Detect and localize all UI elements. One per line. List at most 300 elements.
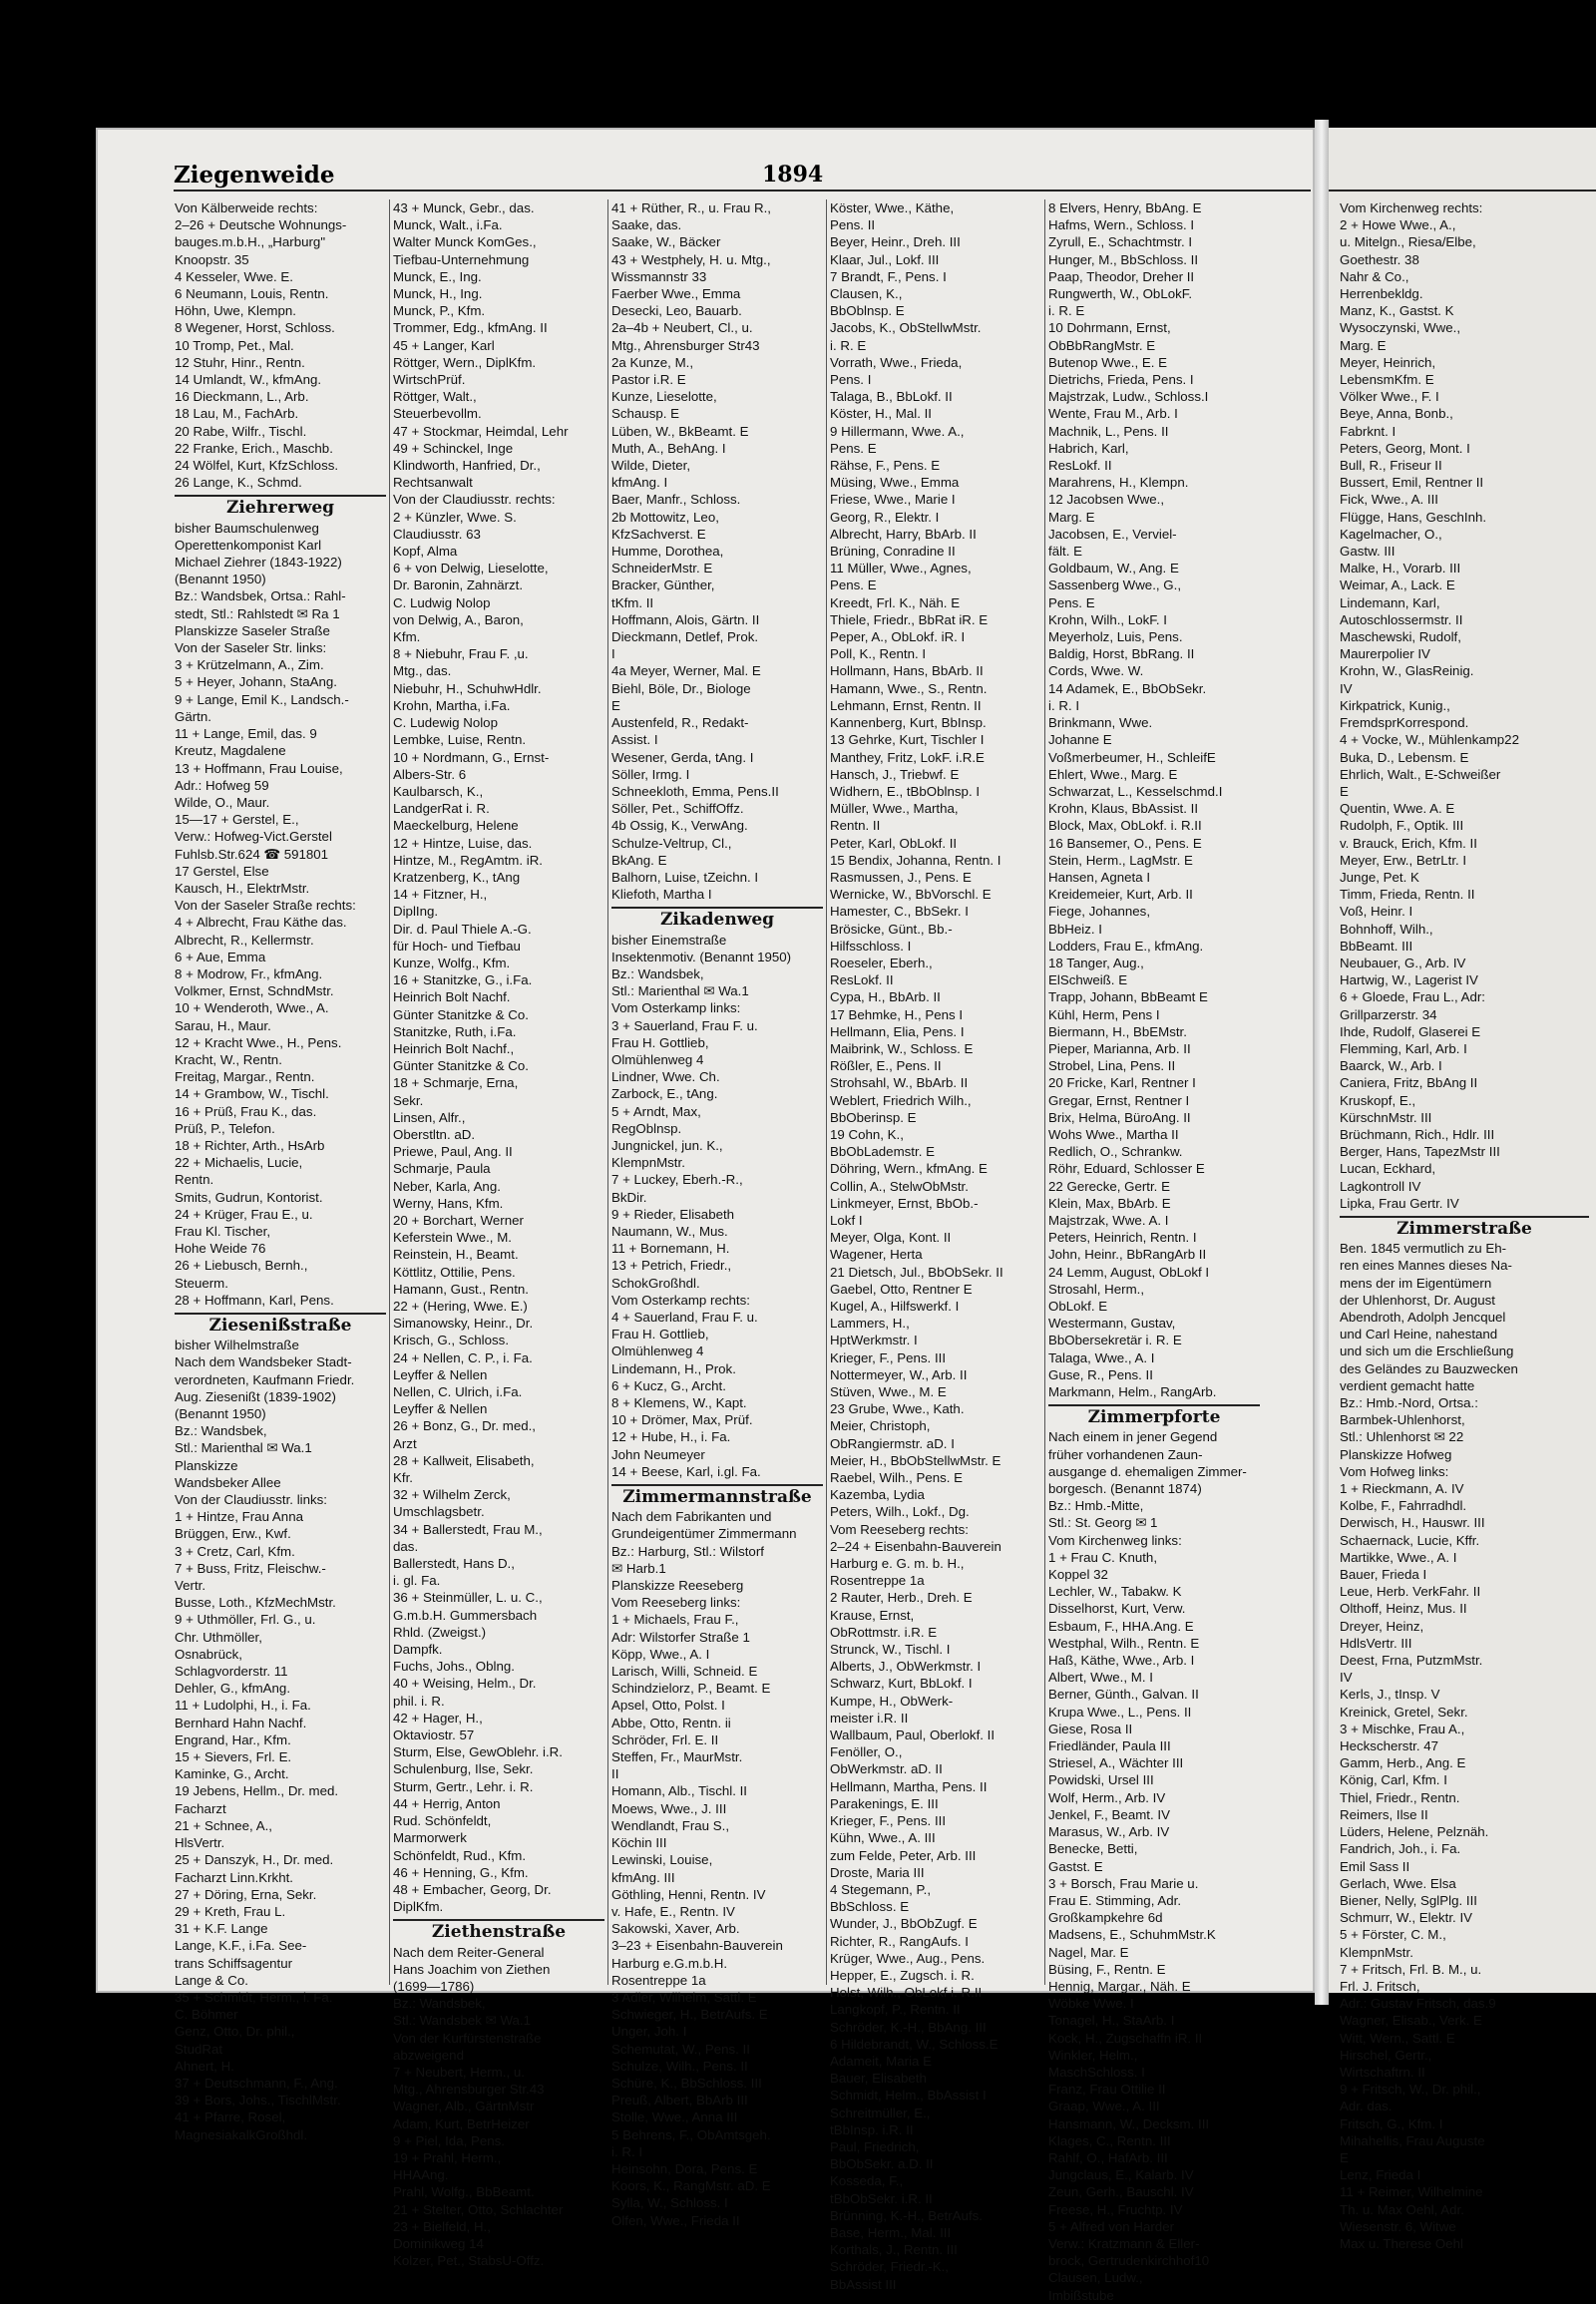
directory-entry: 4 Kesseler, Wwe. E.	[175, 268, 293, 284]
directory-entry: kfmAng. I	[611, 475, 668, 491]
directory-entry: 22 + Michaelis, Lucie,	[175, 1155, 303, 1171]
directory-entry: 24 Lemm, August, ObLokf I	[1048, 1264, 1210, 1280]
directory-entry: Benecke, Betti,	[1048, 1841, 1138, 1857]
column-2	[390, 199, 608, 2269]
directory-entry: Von der Claudiusstr. links:	[175, 1492, 327, 1508]
directory-entry: Friedländer, Paula III	[1048, 1738, 1171, 1754]
directory-entry: Stanitzke, Ruth, i.Fa.	[393, 1023, 517, 1039]
directory-entry: Kolbe, F., Fahrradhdl.	[1340, 1498, 1467, 1514]
directory-entry: Kopf, Alma	[393, 544, 458, 560]
directory-entry: Machnik, L., Pens. II	[1048, 423, 1169, 439]
directory-entry: Nach einem in jener Gegend	[1048, 1429, 1218, 1445]
directory-entry: Köpp, Wwe., A. I	[611, 1646, 710, 1662]
directory-entry: Naumann, W., Mus.	[611, 1223, 728, 1239]
directory-entry: 29 + Kreth, Frau L.	[175, 1903, 286, 1919]
directory-entry: 13 + Hoffmann, Frau Louise,	[175, 760, 343, 776]
directory-entry: Jacobs, K., ObStellwMstr.	[830, 320, 982, 336]
directory-entry: Winkler, Helm.,	[1048, 2047, 1138, 2063]
directory-entry: 1 + Rieckmann, A. IV	[1340, 1481, 1464, 1497]
directory-entry: BkAng. E	[611, 852, 667, 868]
directory-entry: Söller, Pet., SchiffOffz.	[611, 801, 744, 817]
directory-entry: 23 Grube, Wwe., Kath.	[830, 1401, 965, 1417]
directory-entry: Hennig, Margar., Näh. E	[1048, 1978, 1191, 1994]
directory-entry: Nahr & Co.,	[1340, 268, 1409, 284]
directory-entry: Klages, C., Rentn. III	[1048, 2132, 1171, 2148]
directory-entry: BbObLademstr. E	[830, 1144, 935, 1160]
column-3	[608, 199, 827, 2228]
directory-entry: 5 + Förster, C. M.,	[1340, 1927, 1446, 1943]
directory-entry: Sakowski, Xaver, Arb.	[611, 1921, 740, 1937]
directory-entry: verordneten, Kaufmann Friedr.	[175, 1371, 355, 1387]
directory-entry: Schaernack, Lucie, Kffr.	[1340, 1532, 1480, 1548]
directory-entry: Chr. Uthmöller,	[175, 1629, 262, 1645]
directory-entry: Lenz, Frieda I	[1340, 2167, 1421, 2183]
directory-entry: BbObersekretär i. R. E	[1048, 1333, 1182, 1348]
directory-entry: Brüning, Conradine II	[830, 544, 956, 560]
directory-entry: Flemming, Karl, Arb. I	[1340, 1040, 1467, 1056]
directory-entry: Kagelmacher, O.,	[1340, 526, 1442, 542]
directory-entry: Adam, Kurt, BetrHeizer	[393, 2115, 530, 2131]
directory-entry: Jungclaus, E., Kalarb. IV	[1048, 2167, 1194, 2183]
directory-entry: Schneekloth, Emma, Pens.II	[611, 783, 779, 799]
directory-entry: Wysoczynski, Wwe.,	[1340, 320, 1461, 336]
directory-entry: Oktaviostr. 57	[393, 1728, 475, 1743]
directory-entry: 23 + Bielfeld, H.,	[393, 2218, 491, 2234]
directory-entry: Von der Kurfürstenstraße	[393, 2030, 542, 2046]
directory-entry: 14 + Grambow, W., Tischl.	[175, 1086, 329, 1102]
directory-entry: Caniera, Fritz, BbAng II	[1340, 1075, 1478, 1091]
directory-entry: Heckscherstr. 47	[1340, 1738, 1439, 1754]
directory-entry: Nach dem Fabrikanten und	[611, 1509, 772, 1525]
directory-entry: Jenkel, F., Beamt. IV	[1048, 1806, 1170, 1822]
directory-entry: WirtschPrüf.	[393, 372, 466, 388]
directory-entry: i. R. E	[1048, 303, 1085, 319]
directory-entry: Wirtschaftrn. II	[1340, 2064, 1425, 2080]
directory-entry: Kreinick, Gretel, Sekr.	[1340, 1704, 1468, 1720]
directory-entry: Köster, Wwe., Käthe,	[830, 200, 955, 215]
directory-entry: 1 + Michaels, Frau F.,	[611, 1612, 739, 1628]
directory-entry: Pens. E	[830, 577, 877, 593]
directory-entry: HptWerkmstr. I	[830, 1333, 918, 1348]
directory-entry: Vorrath, Wwe., Frieda,	[830, 354, 963, 370]
directory-entry: Höhn, Uwe, Klempn.	[175, 303, 296, 319]
directory-entry: 10 + Nordmann, G., Ernst-	[393, 749, 550, 765]
directory-entry: Schlagvorderstr. 11	[175, 1664, 288, 1680]
directory-entry: Umschlagsbetr.	[393, 1504, 485, 1520]
directory-entry: Voß, Heinr. I	[1340, 904, 1413, 920]
directory-entry: 7 Brandt, F., Pens. I	[830, 268, 947, 284]
directory-entry: v. Hafe, E., Rentn. IV	[611, 1903, 735, 1919]
directory-entry: 5 + Arndt, Max,	[611, 1103, 701, 1119]
directory-entry: Krüger, Wwe., Aug., Pens.	[830, 1950, 986, 1966]
directory-entry: SchneiderMstr. E	[611, 561, 713, 576]
directory-entry: Zyrull, E., Schachtmstr. I	[1048, 234, 1193, 250]
directory-entry: Linsen, Alfr.,	[393, 1109, 466, 1125]
directory-entry: 8 Elvers, Henry, BbAng. E	[1048, 200, 1202, 215]
directory-entry: Westphal, Wilh., Rentn. E	[1048, 1635, 1200, 1651]
directory-entry: früher vorhandenen Zaun-	[1048, 1446, 1203, 1462]
directory-entry: Fabrknt. I	[1340, 423, 1396, 439]
directory-entry: Busse, Loth., KfzMechMstr.	[175, 1595, 336, 1611]
directory-entry: 11 + Lange, Emil, das. 9	[175, 726, 317, 742]
directory-entry: 36 + Steinmüller, L. u. C.,	[393, 1590, 543, 1606]
directory-entry: Wagener, Herta	[830, 1247, 923, 1263]
directory-entry: 16 + Stanitzke, G., i.Fa.	[393, 972, 533, 988]
directory-entry: Meyer, Erw., BetrLtr. I	[1340, 852, 1467, 868]
directory-entry: Preuß, Albert, BbArb III	[611, 2093, 748, 2109]
directory-entry: Dreyer, Heinz,	[1340, 1618, 1424, 1634]
directory-entry: Planskizze Saseler Straße	[175, 622, 330, 638]
directory-entry: Adr. das.	[1340, 2099, 1393, 2114]
directory-entry: Bussert, Emil, Rentner II	[1340, 475, 1484, 491]
directory-entry: 7 + Neubert, Herm., u.	[393, 2064, 525, 2080]
directory-entry: Adr.: Hofweg 59	[175, 777, 269, 793]
directory-entry: 21 + Stelter, Otto, Schlachter	[393, 2201, 564, 2217]
directory-entry: Oberstltn. aD.	[393, 1126, 476, 1142]
directory-entry: StudRat	[175, 2041, 223, 2057]
directory-entry: Peters, Heinrich, Rentn. I	[1048, 1230, 1197, 1246]
directory-entry: 13 Gehrke, Kurt, Tischler I	[830, 732, 985, 748]
directory-entry: Sassenberg Wwe., G.,	[1048, 577, 1182, 593]
directory-entry: Kaulbarsch, K.,	[393, 783, 484, 799]
directory-entry: Günter Stanitzke & Co.	[393, 1058, 529, 1074]
address-columns	[172, 199, 1263, 2303]
directory-entry: 10 Tromp, Pet., Mal.	[175, 337, 294, 353]
directory-entry: Frau Kl. Tischer,	[175, 1223, 271, 1239]
directory-entry: ObRottmstr. i.R. E	[830, 1624, 938, 1640]
directory-entry: Dieckmann, Detlef, Prok.	[611, 629, 759, 645]
directory-entry: Bz.: Wandsbek,	[393, 1996, 486, 2012]
directory-entry: Cords, Wwe. W.	[1048, 663, 1144, 679]
directory-entry: 20 Rabe, Wilfr., Tischl.	[175, 423, 307, 439]
directory-entry: Arzt	[393, 1435, 417, 1451]
directory-entry: Krohn, W., GlasReinig.	[1340, 663, 1474, 679]
directory-entry: Korthals, J., Rentn. III	[830, 2242, 958, 2258]
directory-entry: Clausen, K.,	[830, 286, 903, 302]
directory-entry: 46 + Henning, G., Kfm.	[393, 1864, 529, 1880]
directory-entry: Lüben, W., BkBeamt. E	[611, 423, 749, 439]
directory-entry: 3 + Borsch, Frau Marie u.	[1048, 1875, 1199, 1891]
directory-entry: Pens. E	[830, 440, 877, 456]
directory-entry: Kreidemeier, Kurt, Arb. II	[1048, 887, 1193, 903]
directory-entry: Wernicke, W., BbVorschl. E	[830, 887, 992, 903]
directory-entry: Heinrich Bolt Nachf.,	[393, 1040, 515, 1056]
directory-entry: Stüven, Wwe., M. E	[830, 1384, 947, 1400]
directory-entry: Brüggen, Erw., Kwf.	[175, 1526, 291, 1542]
directory-entry: 35 + Schmidt, Herm., i. Fa.	[175, 1989, 333, 2005]
directory-entry: Krause, Ernst,	[830, 1607, 915, 1623]
directory-entry: Nach dem Reiter-General	[393, 1944, 545, 1960]
directory-entry: 6 Hildebrandt, W., Schloss.E	[830, 2036, 998, 2052]
directory-entry: Von der Claudiusstr. rechts:	[393, 492, 556, 508]
directory-entry: Bauer, Elisabeth	[830, 2071, 927, 2087]
directory-entry: Lindemann, H., Prok.	[611, 1360, 736, 1376]
directory-entry: Vom Reeseberg links:	[611, 1595, 741, 1611]
directory-entry: 4b Ossig, K., VerwAng.	[611, 818, 748, 834]
directory-entry: Sekr.	[393, 1092, 424, 1108]
directory-entry: 12 Stuhr, Hinr., Rentn.	[175, 354, 305, 370]
directory-entry: Richter, R., RangAufs. I	[830, 1933, 969, 1949]
directory-entry: Rosentreppe 1a	[830, 1573, 925, 1589]
directory-entry: Albert, Wwe., M. I	[1048, 1670, 1153, 1686]
directory-entry: Harburg e. G. m. b. H.,	[830, 1556, 965, 1572]
directory-entry: 12 + Hube, H., i. Fa.	[611, 1429, 731, 1445]
directory-entry: Mtg., das.	[393, 663, 452, 679]
directory-entry: Lucan, Eckhard,	[1340, 1161, 1436, 1177]
directory-entry: Hartwig, W., Lagerist IV	[1340, 972, 1478, 988]
directory-entry: Röhr, Eduard, Schlosser E	[1048, 1161, 1205, 1177]
directory-entry: Rahlf, O., HafArb. III	[1048, 2149, 1168, 2165]
directory-entry: Sarau, H., Maur.	[175, 1017, 271, 1033]
directory-entry: Köchin III	[611, 1835, 667, 1851]
directory-entry: Lüders, Helene, Pelznäh.	[1340, 1824, 1489, 1840]
directory-entry: Frau H. Gottlieb,	[611, 1034, 709, 1050]
directory-entry: Lipka, Frau Gertr. IV	[1340, 1195, 1459, 1211]
directory-entry: Günter Stanitzke & Co.	[393, 1006, 529, 1022]
directory-entry: tBbObSekr. i.R. II	[830, 2190, 933, 2206]
directory-entry: Malke, H., Vorarb. III	[1340, 561, 1461, 576]
directory-entry: Krohn, Martha, i.Fa.	[393, 697, 511, 713]
directory-entry: Stein, Herm., LagMstr. E	[1048, 852, 1193, 868]
directory-entry: Wiesenstr. 6, Witwe	[1340, 2218, 1456, 2234]
directory-entry: Vom Hofweg links:	[1340, 1463, 1449, 1479]
directory-entry: Manthey, Fritz, LokF. i.R.E	[830, 749, 985, 765]
directory-entry: 11 + Reimer, Wilhelmine	[1340, 2184, 1483, 2200]
directory-entry: Thiele, Friedr., BbRat iR. E	[830, 611, 989, 627]
street-heading: Zimmerpforte	[1048, 1404, 1260, 1428]
directory-entry: Biener, Nelly, SglPlg. III	[1340, 1892, 1477, 1908]
directory-entry: Gerlach, Wwe. Elsa	[1340, 1875, 1456, 1891]
directory-entry: Alberts, J., ObWerkmstr. I	[830, 1659, 982, 1675]
directory-entry: Austenfeld, R., Redakt-	[611, 715, 749, 731]
directory-entry: 15—17 + Gerstel, E.,	[175, 812, 299, 828]
directory-entry: Desecki, Leo, Bauarb.	[611, 303, 742, 319]
directory-entry: LebensmKfm. E	[1340, 372, 1434, 388]
directory-entry: 20 Fricke, Karl, Rentner I	[1048, 1075, 1196, 1091]
directory-entry: KürschnMstr. III	[1340, 1109, 1432, 1125]
directory-entry: Söller, Irmg. I	[611, 766, 690, 782]
directory-entry: Meier, H., BbObStellwMstr. E	[830, 1452, 1001, 1468]
directory-entry: kfmAng. III	[611, 1869, 675, 1885]
directory-entry: Engrand, Har., Kfm.	[175, 1731, 291, 1747]
directory-entry: Rentn. II	[830, 818, 881, 834]
directory-entry: Lodders, Frau E., kfmAng.	[1048, 938, 1204, 954]
directory-entry: Hirschel, Gertr.,	[1340, 2047, 1432, 2063]
directory-entry: Bz.: Hmb.-Mitte,	[1048, 1498, 1144, 1514]
directory-entry: Rhld. (Zweigst.)	[393, 1624, 487, 1640]
directory-entry: Lammers, H.,	[830, 1316, 910, 1332]
directory-entry: Hunger, M., BbSchloss. II	[1048, 251, 1199, 267]
directory-entry: Kirkpatrick, Kunig.,	[1340, 697, 1450, 713]
directory-entry: Müller, Wwe., Martha,	[830, 801, 959, 817]
directory-entry: Kunze, Lieselotte,	[611, 389, 717, 405]
directory-entry: Herrenbekldg.	[1340, 286, 1423, 302]
directory-entry: Tonagel, H., StaArb. I	[1048, 2013, 1175, 2029]
directory-entry: Schmarje, Paula	[393, 1161, 491, 1177]
directory-entry: E	[1340, 783, 1349, 799]
directory-entry: Leyffer & Nellen	[393, 1366, 488, 1382]
street-heading: Ziethenstraße	[393, 1919, 604, 1943]
directory-entry: Berner, Günth., Galvan. II	[1048, 1687, 1199, 1703]
directory-entry: Schulze, Wilh., Pens. II	[611, 2058, 748, 2074]
directory-entry: Michael Ziehrer (1843-1922)	[175, 555, 342, 571]
directory-entry: 6 + Kucz, G., Archt.	[611, 1377, 726, 1393]
directory-entry: 41 + Rüther, R., u. Frau R.,	[611, 200, 772, 215]
directory-entry: Frl. J. Fritsch,	[1340, 1978, 1420, 1994]
directory-entry: Collin, A., StelwObMstr.	[830, 1178, 969, 1194]
directory-entry: Köttlitz, Ottilie, Pens.	[393, 1264, 516, 1280]
directory-entry: 7 + Buss, Fritz, Fleischw.-	[175, 1560, 326, 1576]
directory-entry: C. Böhmer	[175, 2007, 238, 2023]
directory-entry: Gärtn.	[175, 708, 211, 724]
directory-entry: Vertr.	[175, 1578, 206, 1594]
directory-entry: Frau E. Stimming, Adr.	[1048, 1892, 1182, 1908]
directory-entry: Steuerm.	[175, 1275, 228, 1291]
directory-entry: ✉ Harb.1	[611, 1560, 666, 1576]
directory-entry: Hamann, Wwe., S., Rentn.	[830, 680, 988, 696]
directory-entry: Hamester, C., BbSekr. I	[830, 904, 969, 920]
directory-entry: Tiefbau-Unternehmung	[393, 251, 530, 267]
directory-entry: 26 + Liebusch, Bernh.,	[175, 1258, 308, 1274]
directory-entry: Facharzt Linn.Krkht.	[175, 1869, 293, 1885]
directory-entry: Maibrink, W., Schloss. E	[830, 1040, 974, 1056]
directory-entry: Assist. I	[611, 732, 658, 748]
directory-entry: Walter Munck KomGes.,	[393, 234, 537, 250]
directory-entry: Dr. Baronin, Zahnärzt.	[393, 577, 524, 593]
directory-entry: Kock, H., Zugschaffn iR. II	[1048, 2030, 1203, 2046]
directory-entry: Fiege, Johannes,	[1048, 904, 1151, 920]
directory-entry: C. Ludewig Nolop	[393, 715, 498, 731]
directory-entry: Pens. II	[830, 217, 876, 233]
directory-entry: Maschewski, Rudolf,	[1340, 629, 1461, 645]
directory-entry: Marasus, W., Arb. IV	[1048, 1824, 1170, 1840]
street-heading: Zimmerstraße	[1340, 1216, 1589, 1240]
directory-entry: 3 + Cretz, Carl, Kfm.	[175, 1543, 295, 1559]
directory-entry: trans Schiffsagentur	[175, 1955, 293, 1971]
directory-entry: 15 + Sievers, Frl. E.	[175, 1749, 292, 1765]
directory-entry: Marg. E	[1340, 337, 1387, 353]
directory-entry: BbHeiz. I	[1048, 921, 1102, 937]
directory-entry: 28 + Kallweit, Elisabeth,	[393, 1452, 535, 1468]
directory-entry: Peters, Georg, Mont. I	[1340, 440, 1470, 456]
directory-entry: 3 + Sauerland, Frau F. u.	[611, 1017, 758, 1033]
directory-entry: Reimers, Ilse II	[1340, 1806, 1428, 1822]
directory-entry: borgesch. (Benannt 1874)	[1048, 1481, 1202, 1497]
directory-entry: Planskizze	[175, 1457, 238, 1473]
directory-entry: Mihahellis, Frau Auguste	[1340, 2132, 1485, 2148]
directory-entry: Roeseler, Eberh.,	[830, 955, 933, 970]
directory-entry: u. Mitelgn., Riesa/Elbe,	[1340, 234, 1476, 250]
directory-entry: Weimar, A., Lack. E	[1340, 577, 1455, 593]
directory-entry: Fritsch, G., Kfm. I	[1340, 2115, 1443, 2131]
directory-entry: 21 Dietsch, Jul., BbObSekr. II	[830, 1264, 1003, 1280]
directory-entry: 24 Wölfel, Kurt, KfzSchloss.	[175, 458, 339, 474]
directory-entry: Reinstein, H., Beamt.	[393, 1247, 519, 1263]
directory-entry: Frau H. Gottlieb,	[611, 1327, 709, 1343]
column-1	[172, 199, 390, 2142]
directory-entry: Autoschlossermstr. II	[1340, 611, 1463, 627]
directory-entry: Planskizze Hofweg	[1340, 1446, 1452, 1462]
directory-entry: Dehler, G., kfmAng.	[175, 1681, 291, 1697]
directory-entry: 21 + Schnee, A.,	[175, 1817, 272, 1833]
running-head-street: Ziegenweide	[174, 162, 335, 189]
directory-entry: Kfm.	[393, 629, 421, 645]
directory-entry: Abbe, Otto, Rentn. ii	[611, 1715, 731, 1730]
directory-entry: Weblert, Friedrich Wilh.,	[830, 1092, 972, 1108]
directory-entry: Rasmussen, J., Pens. E	[830, 869, 972, 885]
directory-entry: Fick, Wwe., A. III	[1340, 492, 1438, 508]
directory-entry: Hohe Weide 76	[175, 1241, 266, 1257]
directory-entry: Schmurr, W., Elektr. IV	[1340, 1910, 1473, 1926]
directory-entry: Ben. 1845 vermutlich zu Eh-	[1340, 1241, 1507, 1257]
directory-entry: Block, Max, ObLokf. i. R.II	[1048, 818, 1202, 834]
directory-entry: Köster, H., Mal. II	[830, 406, 932, 422]
directory-entry: Stl.: Marienthal ✉ Wa.1	[175, 1440, 312, 1456]
directory-entry: 48 + Embacher, Georg, Dr.	[393, 1881, 552, 1897]
directory-entry: Lindemann, Karl,	[1340, 594, 1440, 610]
directory-entry: brock, Gertrudenkirchhof10	[1048, 2253, 1210, 2269]
directory-entry: 8 + Modrow, Fr., kfmAng.	[175, 965, 323, 981]
directory-entry: Habrich, Karl,	[1048, 440, 1129, 456]
directory-entry: 2a–4b + Neubert, Cl., u.	[611, 320, 753, 336]
directory-entry: Schüre, K., BbSchloss. III	[611, 2075, 762, 2091]
directory-entry: Marg. E	[1048, 509, 1095, 525]
directory-entry: Heinsohn, Dora, Pens. E	[611, 2160, 758, 2176]
directory-entry: Ihde, Rudolf, Glaserei E	[1340, 1023, 1481, 1039]
directory-entry: Quentin, Wwe. A. E	[1340, 801, 1455, 817]
directory-entry: ren eines Mannes dieses Na-	[1340, 1258, 1512, 1274]
directory-entry: 18 + Richter, Arth., HsArb	[175, 1137, 325, 1153]
directory-entry: Gaebel, Otto, Rentner E	[830, 1281, 973, 1297]
directory-entry: Wilde, Dieter,	[611, 458, 691, 474]
page-number: 1894	[762, 162, 824, 188]
directory-entry: Priewe, Paul, Ang. II	[393, 1144, 513, 1160]
directory-entry: der Uhlenhorst, Dr. August	[1340, 1292, 1495, 1308]
directory-entry: Wilde, O., Maur.	[175, 794, 270, 810]
directory-entry: Koppel 32	[1048, 1567, 1108, 1583]
directory-entry: Paul, Friedrich,	[830, 2138, 920, 2154]
directory-entry: Neber, Karla, Ang.	[393, 1178, 501, 1194]
directory-entry: Munck, E., Ing.	[393, 268, 482, 284]
directory-entry: Raebel, Wilh., Pens. E	[830, 1470, 964, 1486]
directory-entry: Gamm, Herb., Ang. E	[1340, 1755, 1466, 1771]
directory-entry: Kreedt, Frl. K., Näh. E	[830, 594, 961, 610]
directory-entry: Deest, Frna, PutzmMstr.	[1340, 1653, 1483, 1669]
directory-entry: Olfen, Wwe., Frieda II	[611, 2212, 740, 2228]
directory-entry: Steuerbevollm.	[393, 406, 482, 422]
directory-entry: Völker Wwe., F. I	[1340, 389, 1439, 405]
directory-entry: C. Ludwig Nolop	[393, 594, 491, 610]
directory-entry: Friese, Wwe., Marie I	[830, 492, 956, 508]
directory-entry: 8 + Niebuhr, Frau F. ,u.	[393, 646, 529, 662]
directory-entry: Faerber Wwe., Emma	[611, 286, 741, 302]
directory-entry: LandgerRat i. R.	[393, 801, 490, 817]
directory-entry: Lokf I	[830, 1212, 863, 1228]
directory-entry: i. R. I	[611, 2143, 643, 2159]
directory-entry: 14 + Fitzner, H.,	[393, 887, 488, 903]
directory-entry: Graap, Wwe., A. III	[1048, 2099, 1160, 2114]
directory-entry: Albers-Str. 6	[393, 766, 467, 782]
directory-entry: Munck, Walt., i.Fa.	[393, 217, 503, 233]
directory-entry: BbOblnsp. E	[830, 303, 905, 319]
directory-entry: König, Carl, Kfm. I	[1340, 1772, 1447, 1788]
directory-entry: 19 Cohn, K.,	[830, 1126, 904, 1142]
directory-entry: Olmühlenweg 4	[611, 1344, 704, 1359]
directory-entry: John, Heinr., BbRangArb II	[1048, 1247, 1207, 1263]
directory-entry: II	[611, 1766, 619, 1782]
directory-entry: 14 Umlandt, W., kfmAng.	[175, 372, 322, 388]
directory-entry: Harburg e.G.m.b.H.	[611, 1955, 728, 1971]
